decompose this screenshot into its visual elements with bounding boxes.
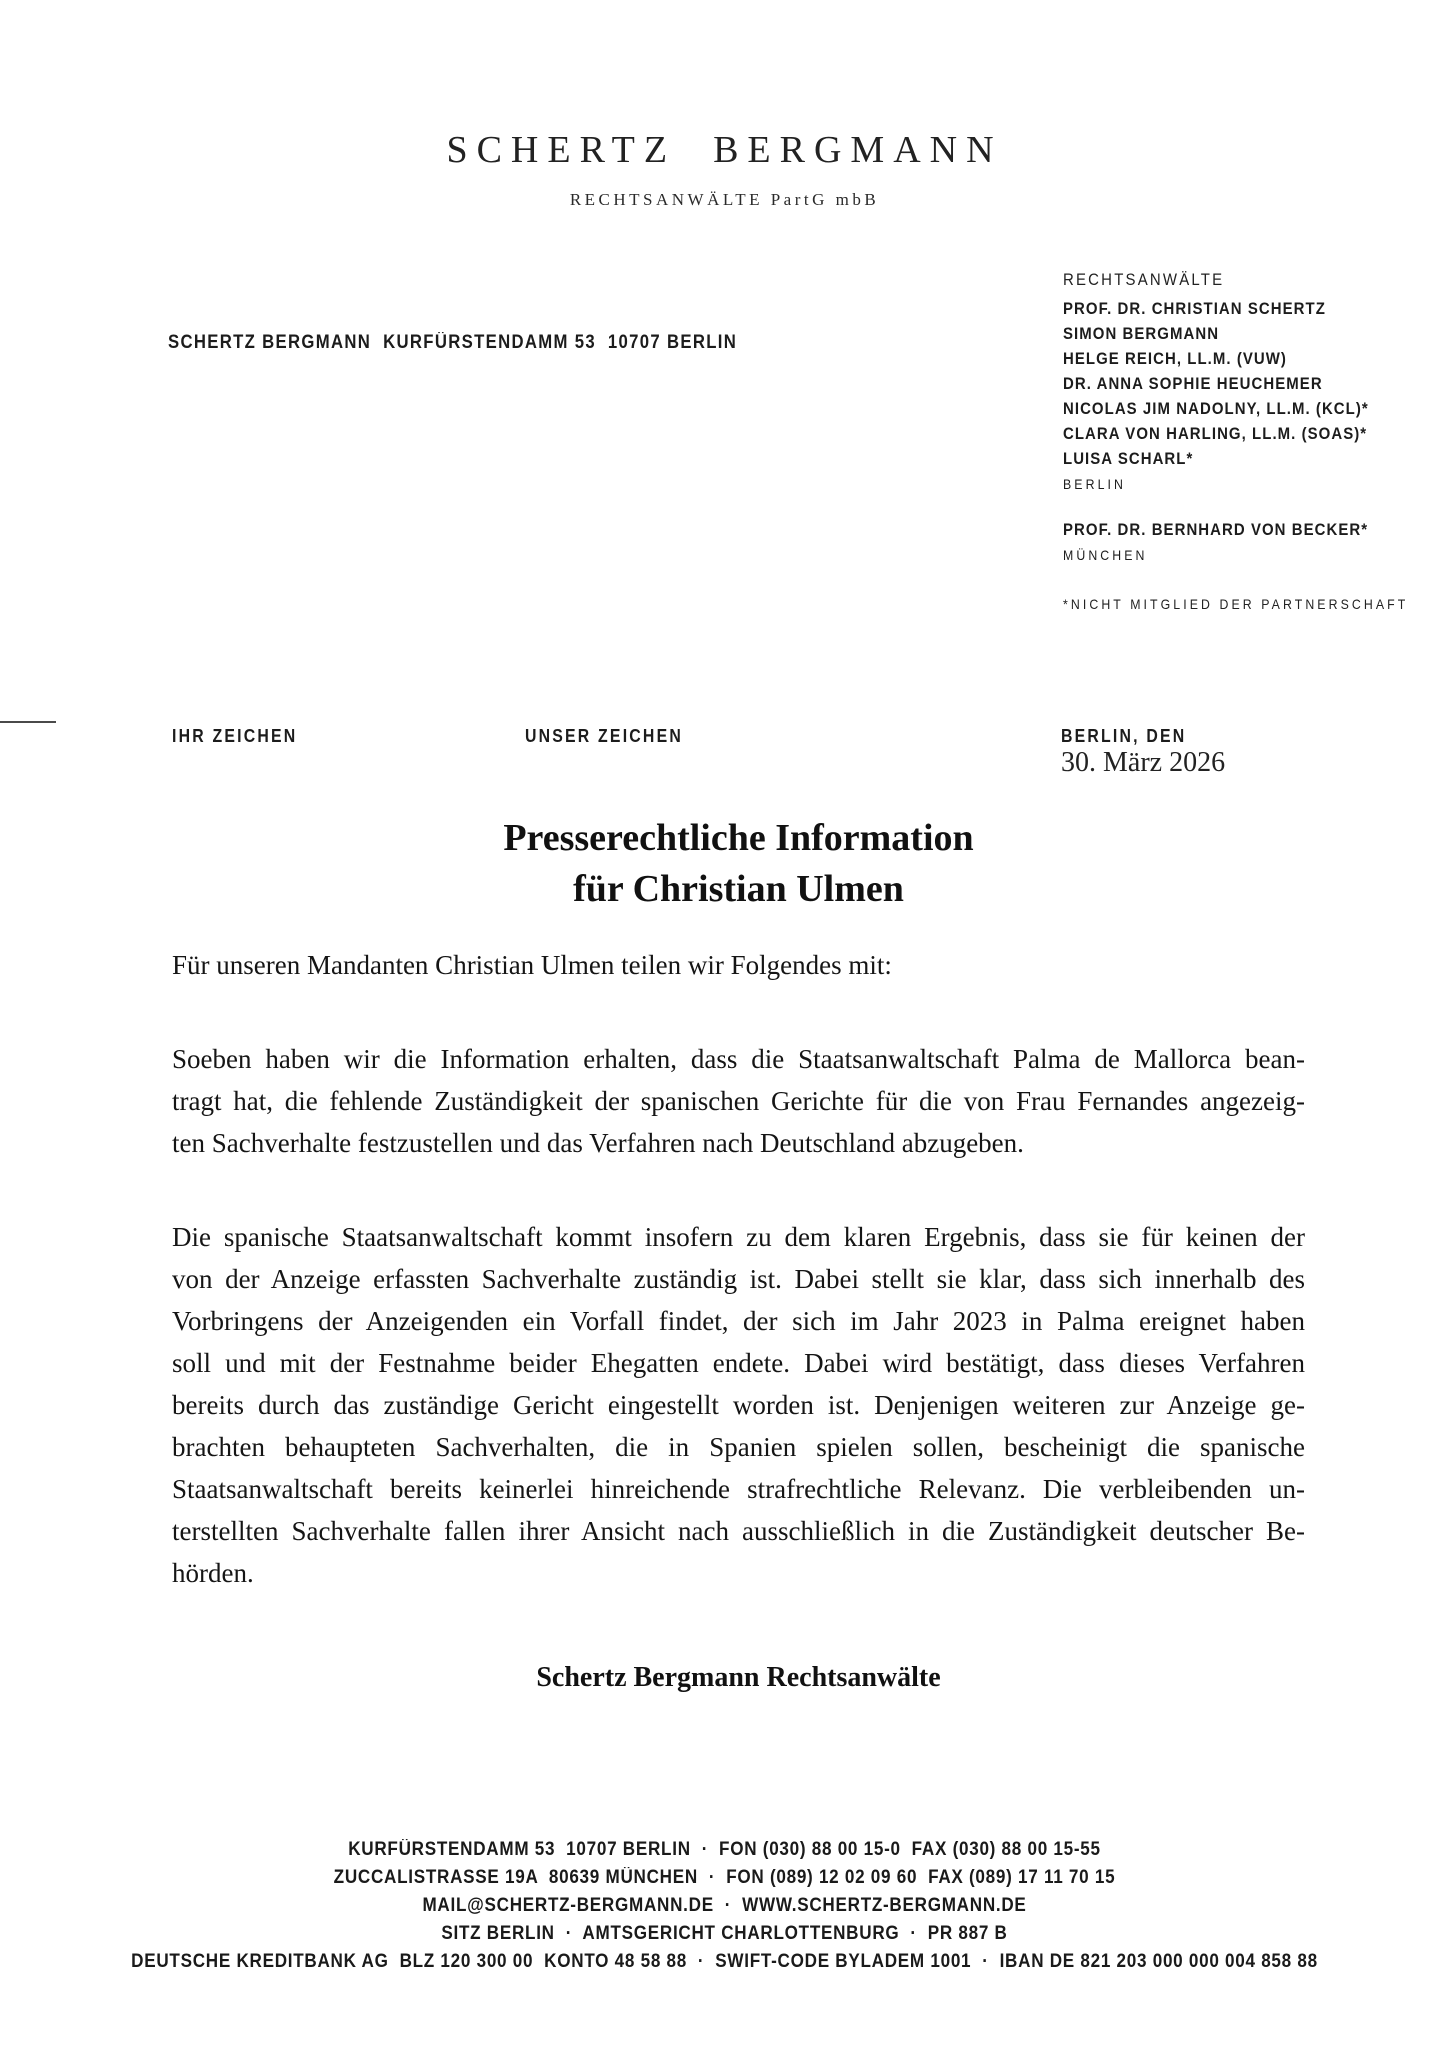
your-reference-label: IHR ZEICHEN — [172, 726, 298, 746]
body-paragraph — [172, 944, 1305, 986]
body-line: bereits durch das zuständige Gericht eingestellt worden ist. Denjenigen weiteren zur Anzeige ge- — [172, 1390, 1305, 1420]
body-line: terstellten Sachverhalte fallen ihrer Ansicht nach ausschließlich in die Zuständigkeit deutscher Be- — [172, 1516, 1305, 1546]
attorneys-munich-block — [1063, 517, 1380, 565]
fold-mark — [0, 721, 56, 723]
attorney-name: LUISA SCHARL* — [1063, 449, 1194, 468]
footer-line: SITZ BERLIN · AMTSGERICHT CHARLOTTENBURG · PR 887 B — [441, 1923, 1008, 1944]
attorneys-berlin-list — [1063, 296, 1380, 471]
body-line: Vorbringens der Anzeigenden ein Vorfall findet, der sich im Jahr 2023 in Palma ereignet haben — [172, 1306, 1305, 1336]
attorney-name: NICOLAS JIM NADOLNY, LL.M. (KCL)* — [1063, 399, 1369, 418]
attorney-name: SIMON BERGMANN — [1063, 324, 1220, 343]
body-line: Die spanische Staatsanwaltschaft kommt insofern zu dem klaren Ergebnis, dass sie für keinen der — [172, 1222, 1305, 1252]
letter-title-line2: für Christian Ulmen — [573, 868, 904, 910]
body-paragraph — [172, 1216, 1305, 1594]
firm-logo-text: SCHERTZ BERGMANN — [446, 129, 1003, 171]
body-line: Staatsanwaltschaft bereits keinerlei hinreichende strafrechtliche Relevanz. Die verbleibenden un- — [172, 1474, 1305, 1504]
our-reference-label: UNSER ZEICHEN — [525, 726, 683, 746]
body-line: hörden. — [172, 1558, 254, 1588]
footer-line: DEUTSCHE KREDITBANK AG BLZ 120 300 00 KONTO 48 58 88 · SWIFT-CODE BYLADEM 1001 · IBAN DE 821 203 000 000 004 858 88 — [131, 1951, 1318, 1972]
attorney-name: HELGE REICH, LL.M. (VUW) — [1063, 349, 1287, 368]
sender-return-address: SCHERTZ BERGMANN KURFÜRSTENDAMM 53 10707 BERLIN — [168, 332, 738, 353]
body-line: tragt hat, die fehlende Zuständigkeit der spanischen Gerichte für die von Frau Fernandes angezeig- — [172, 1086, 1305, 1116]
attorney-name: DR. ANNA SOPHIE HEUCHEMER — [1063, 374, 1323, 393]
letter-title-line1: Presserechtliche Information — [503, 817, 974, 859]
attorneys-munich-label: MÜNCHEN — [1063, 547, 1148, 563]
body-paragraph — [172, 1038, 1305, 1164]
firm-legal-form: RECHTSANWÄLTE PartG mbB — [569, 190, 880, 209]
body-line: Für unseren Mandanten Christian Ulmen teilen wir Folgendes mit: — [172, 950, 892, 980]
attorneys-heading: RECHTSANWÄLTE — [1063, 270, 1225, 289]
partnership-footnote: *NICHT MITGLIED DER PARTNERSCHAFT — [1063, 596, 1409, 612]
attorney-name: PROF. DR. BERNHARD VON BECKER* — [1063, 520, 1369, 539]
footer-line: MAIL@SCHERTZ-BERGMANN.DE · WWW.SCHERTZ-BERGMANN.DE — [422, 1895, 1027, 1916]
body-line: von der Anzeige erfassten Sachverhalte zuständig ist. Dabei stellt sie klar, dass sich innerhalb des — [172, 1264, 1305, 1294]
signoff: Schertz Bergmann Rechtsanwälte — [536, 1662, 941, 1693]
body-line: Soeben haben wir die Information erhalten, dass die Staatsanwaltschaft Palma de Mallorca bean- — [172, 1044, 1305, 1074]
letter-title — [172, 813, 1305, 915]
letter-body — [172, 944, 1305, 1594]
letterhead — [0, 128, 1449, 210]
attorneys-column — [1063, 270, 1409, 612]
footer-line: KURFÜRSTENDAMM 53 10707 BERLIN · FON (030) 88 00 15-0 FAX (030) 88 00 15-55 — [348, 1839, 1101, 1860]
place-date-label: BERLIN, DEN — [1061, 726, 1187, 746]
letter-date: 30. März 2026 — [1061, 747, 1226, 778]
body-line: ten Sachverhalte festzustellen und das Verfahren nach Deutschland abzugeben. — [172, 1128, 1024, 1158]
body-line: brachten behaupteten Sachverhalten, die in Spanien spielen sollen, bescheinigt die spanische — [172, 1432, 1305, 1462]
attorney-name: PROF. DR. CHRISTIAN SCHERTZ — [1063, 299, 1326, 318]
body-line: soll und mit der Festnahme beider Ehegatten endete. Dabei wird bestätigt, dass dieses Verfahren — [172, 1348, 1305, 1378]
attorneys-berlin-label: BERLIN — [1063, 476, 1126, 492]
attorney-name: CLARA VON HARLING, LL.M. (SOAS)* — [1063, 424, 1368, 443]
letter-footer — [0, 1836, 1449, 1976]
footer-line: ZUCCALISTRASSE 19A 80639 MÜNCHEN · FON (089) 12 02 09 60 FAX (089) 17 11 70 15 — [333, 1867, 1116, 1888]
